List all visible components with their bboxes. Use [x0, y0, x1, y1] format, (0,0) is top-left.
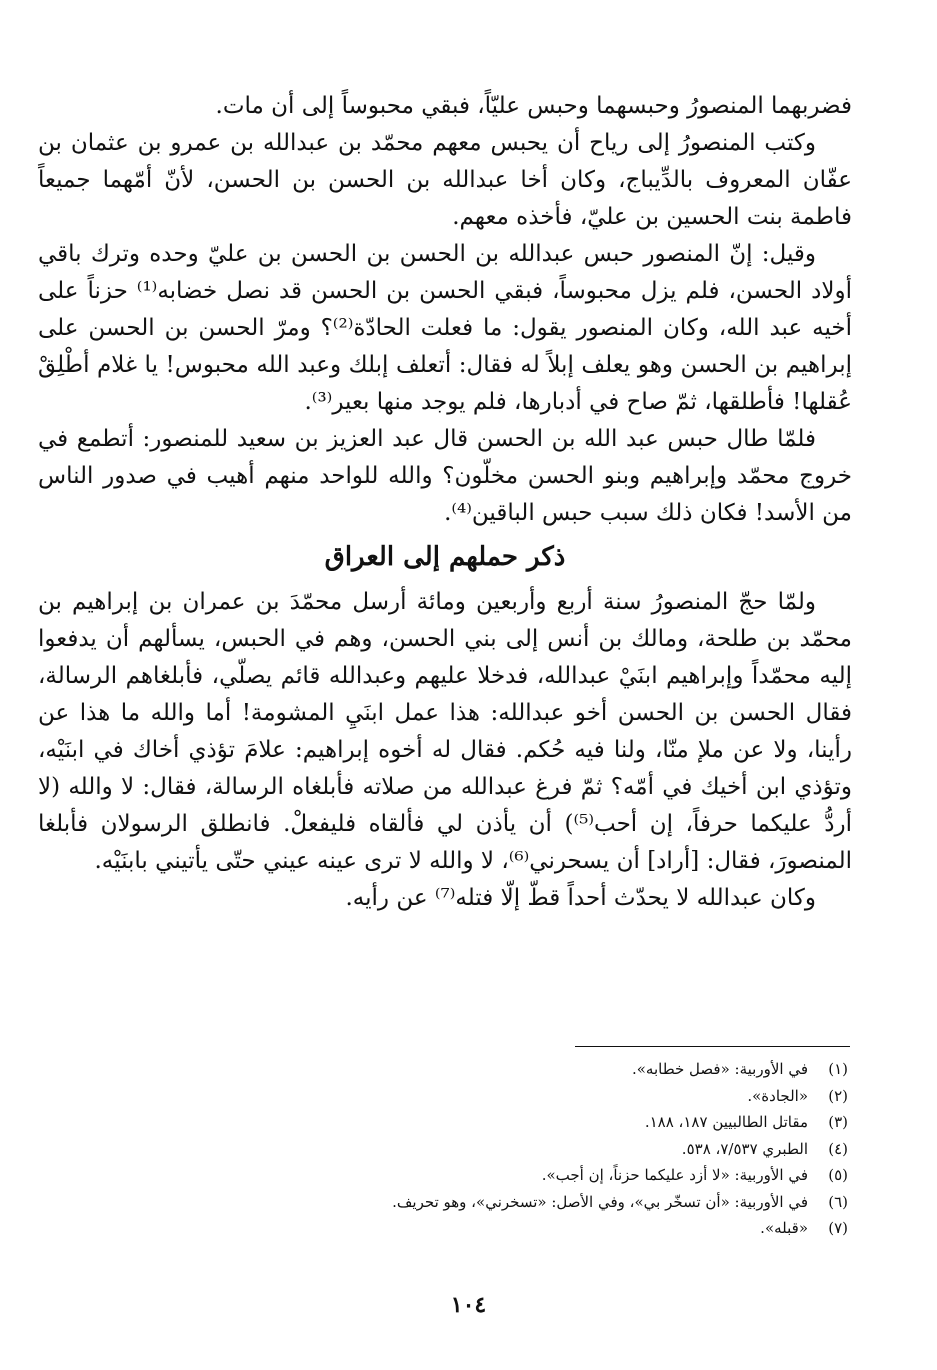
footnote-text: في الأوربية: «فصل خطابه».	[631, 1060, 808, 1078]
footnote-text: الطبري ٧/٥٣٧، ٥٣٨.	[681, 1139, 808, 1158]
footnotes-list	[200, 1056, 848, 1242]
footnote-item	[200, 1215, 848, 1242]
footnote-text: «الجادة».	[747, 1086, 808, 1105]
footnote-number: (٧)	[828, 1219, 848, 1237]
footnote-number: (٣)	[828, 1113, 848, 1131]
paragraph-1: فضربهما المنصورُ وحبسهما وحبس عليّاً، فبقي محبوساً إلى أن مات.	[215, 93, 852, 119]
footnote-item	[200, 1162, 848, 1189]
paragraph-5: ولمّا حجّ المنصورُ سنة أربع وأربعين ومائة أرسل محمّدَ بن عمران بن إبراهيم بن محمّد بن طلحة، ومالك بن أنس إلى بني الحسن، وهم في الحبس، يسألهم أن يدفعوا إليه محمّداً وإبراهيم ابنَيْ عبدالله، فدخلا عليهم وعبدالله قائم يصلّي، فأبلغاهم الرسالة، فقال الحسن بن الحسن أخو عبدالله: هذا عمل ابنَيِ المشومة! أما والله ما هذا عن رأينا، ولا عن ملإ منّا، ولنا فيه حُكم. فقال له أخوه إبراهيم: علامَ تؤذي أخاك في ابنَيْه، وتؤذي ابن أخيك في أمّه؟ ثمّ فرغ عبدالله من صلاته فأبلغاه الرسالة، فقال: لا والله (لا أردُّ عليكما حرفاً، إن أحب⁽⁵⁾) أن يأذن لي فألقاه فليفعلْ. فانطلق الرسولان فأبلغا المنصورَ، فقال: [أراد] أن يسحرني⁽⁶⁾، لا والله لا ترى عينه عيني حتّى يأتيني بابنَيْه.	[38, 589, 852, 874]
section-heading: ذكر حملهم إلى العراق	[324, 542, 566, 572]
footnote-text: في الأوربية: «أن تسخّر بي»، وفي الأصل: «تسخرني»، وهو تحريف.	[392, 1192, 808, 1211]
paragraph-3: وقيل: إنّ المنصور حبس عبدالله بن الحسن بن الحسن بن عليّ وحده وترك باقي أولاد الحسن، فلم يزل محبوساً، فبقي الحسن بن الحسن قد نصل خضابه⁽¹⁾ حزناً على أخيه عبد الله، وكان المنصور يقول: ما فعلت الحادّة⁽²⁾؟ ومرّ الحسن بن الحسن على إبراهيم بن الحسن وهو يعلف إبلاً له فقال: أتعلف إبلك وعبد الله محبوس! يا غلام أطْلِقْ عُقلها! فأطلقها، ثمّ صاح في أدبارها، فلم يوجد منها بعير⁽³⁾.	[38, 241, 852, 415]
footnote-text: «قبله».	[760, 1219, 808, 1237]
footnote-item	[200, 1056, 848, 1083]
footnote-item	[200, 1109, 848, 1136]
footnote-divider	[575, 1046, 850, 1047]
footnote-number: (٥)	[828, 1166, 848, 1184]
footnote-item	[200, 1136, 848, 1163]
paragraph-6: وكان عبدالله لا يحدّث أحداً قطّ إلّا فتله⁽⁷⁾ عن رأيه.	[345, 885, 816, 911]
footnote-item	[200, 1189, 848, 1216]
footnote-number: (٦)	[828, 1192, 848, 1211]
footnote-text: مقاتل الطالبيين ١٨٧، ١٨٨.	[644, 1113, 808, 1131]
page-number: ١٠٤	[450, 1292, 487, 1318]
paragraph-4: فلمّا طال حبس عبد الله بن الحسن قال عبد العزيز بن سعيد للمنصور: أتطمع في خروج محمّد وإبراهيم وبنو الحسن مخلّون؟ والله للواحد منهم أهيب في صدور الناس من الأسد! فكان ذلك سبب حبس الباقين⁽⁴⁾.	[38, 426, 852, 526]
main-text	[38, 88, 852, 917]
paragraph-2: وكتب المنصورُ إلى رياح أن يحبس معهم محمّد بن عبدالله بن عمرو بن عثمان بن عفّان المعروف بالدِّيباج، وكان أخا عبدالله بن الحسن بن الحسن، لأنّ أمّهما جميعاً فاطمة بنت الحسين بن عليّ، فأخذه معهم.	[38, 130, 852, 230]
footnote-text: في الأوربية: «لا أزد عليكما حزناً، إن أجب».	[541, 1166, 808, 1184]
footnote-item	[200, 1083, 848, 1110]
footnote-number: (٤)	[828, 1139, 848, 1158]
footnote-number: (٢)	[828, 1086, 848, 1105]
footnote-number: (١)	[828, 1060, 848, 1078]
